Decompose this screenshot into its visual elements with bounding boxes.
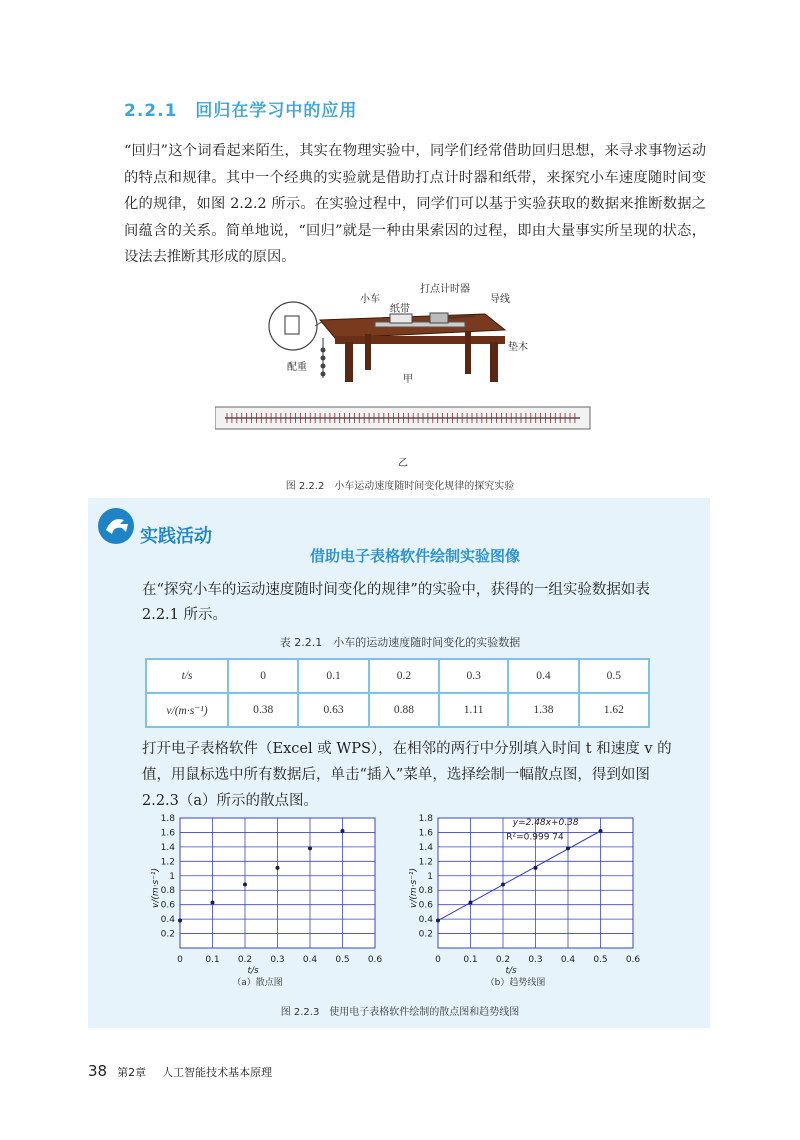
data-point (308, 846, 312, 850)
y-tick-label: 1.6 (418, 828, 433, 839)
row-header-t: t/s (146, 659, 228, 693)
x-tick-label: 0 (435, 955, 441, 965)
y-tick-label: 1.8 (160, 814, 175, 824)
data-table (145, 658, 650, 728)
table-cell: 0.63 (298, 693, 368, 727)
data-point (211, 901, 215, 905)
table-cell: 0.4 (508, 659, 578, 693)
table-cell: 0.1 (298, 659, 368, 693)
label-tape: 纸带 (390, 304, 410, 315)
activity-badge-icon (96, 506, 142, 546)
timer-icon (430, 313, 448, 323)
table-cell: 1.38 (508, 693, 578, 727)
label-wire: 导线 (490, 294, 510, 305)
footer-title: 人工智能技术基本原理 (162, 1066, 273, 1079)
section-number: 2.2.1 (124, 101, 178, 121)
data-point (534, 866, 538, 870)
y-tick-label: 1 (427, 871, 433, 882)
table-cell: 0.38 (228, 693, 298, 727)
trendline-chart (406, 812, 646, 992)
label-timer: 打点计时器 (420, 284, 470, 295)
x-tick-label: 0.2 (237, 955, 253, 965)
y-axis-label: v/(m·s⁻¹) (409, 867, 419, 908)
activity-badge-label: 实践活动 (140, 526, 212, 547)
page-number: 38 (88, 1062, 108, 1080)
activity-paragraph-2 (142, 736, 672, 814)
data-point (276, 866, 280, 870)
y-tick-label: 0.8 (418, 886, 433, 897)
x-tick-label: 0.5 (593, 955, 608, 965)
trendline-r2: R²=0.999 74 (506, 832, 564, 843)
figure-222-caption: 图 2.2.2 小车运动速度随时间变化规律的探究实验 (285, 481, 515, 492)
y-tick-label: 0.2 (418, 929, 433, 940)
cart-icon (390, 314, 412, 323)
data-point (341, 829, 345, 833)
y-tick-label: 0.4 (418, 915, 433, 926)
section-heading: 回归在学习中的应用 (195, 101, 358, 121)
x-tick-label: 0.1 (205, 955, 220, 965)
table-cell: 1.11 (439, 693, 508, 727)
table-leg (490, 342, 498, 382)
table-cell: 0.2 (369, 659, 439, 693)
y-tick-label: 0.8 (160, 886, 175, 897)
pulley-detail-circle (269, 302, 317, 350)
y-tick-label: 1.2 (160, 857, 175, 868)
table-leg (365, 334, 371, 370)
y-tick-label: 0.4 (160, 915, 175, 926)
table-cell: 0.88 (369, 693, 439, 727)
y-tick-label: 1.4 (160, 842, 175, 853)
table-apron (335, 336, 505, 344)
x-axis-label: t/s (247, 966, 259, 976)
label-part-a: 甲 (403, 374, 413, 385)
table-cell: 0.3 (439, 659, 508, 693)
y-tick-label: 0.6 (418, 900, 433, 911)
table-cell: 1.62 (579, 693, 649, 727)
footer-chapter: 第2章 (117, 1066, 147, 1079)
label-weight: 配重 (287, 362, 307, 373)
figure-223-caption: 图 2.2.3 使用电子表格软件绘制的散点图和趋势线图 (280, 1007, 520, 1018)
label-block: 垫木 (508, 342, 528, 353)
x-tick-label: 0.1 (463, 955, 478, 965)
x-tick-label: 0 (177, 955, 183, 965)
x-axis-label: t/s (505, 966, 517, 976)
y-tick-label: 1.6 (160, 828, 175, 839)
row-header-v: v/(m·s⁻¹) (146, 693, 228, 727)
data-point (566, 846, 570, 850)
x-tick-label: 0.4 (560, 955, 576, 965)
intro-paragraph (124, 138, 706, 271)
x-tick-label: 0.6 (367, 955, 383, 965)
data-point (599, 829, 603, 833)
data-point (469, 901, 473, 905)
x-tick-label: 0.3 (270, 955, 285, 965)
y-tick-label: 0.2 (160, 929, 175, 940)
chart-caption: （a）散点图 (232, 978, 283, 988)
data-point (243, 882, 247, 886)
activity-paragraph-1-text: 在“探究小车的运动速度随时间变化的规律”的实验中，获得的一组实验数据如表 2.2.1 所示。 (142, 582, 650, 623)
table-cell: 0 (228, 659, 298, 693)
y-tick-label: 1.8 (418, 814, 433, 824)
scatter-chart (148, 812, 388, 992)
track (375, 322, 465, 327)
label-part-b: 乙 (398, 458, 408, 469)
label-cart: 小车 (360, 294, 380, 305)
y-tick-label: 1 (169, 871, 175, 882)
y-tick-label: 0.6 (160, 900, 175, 911)
x-tick-label: 0.2 (495, 955, 511, 965)
activity-paragraph-1 (142, 578, 662, 628)
table-caption: 表 2.2.1 小车的运动速度随时间变化的实验数据 (279, 636, 521, 649)
activity-paragraph-2-text: 打开电子表格软件（Excel 或 WPS），在相邻的两行中分别填入时间 t 和速度 v 的值，用鼠标选中所有数据后，单击“插入”菜单，选择绘制一幅散点图，得到如图 2.2.3（a）所示的散点图。 (142, 741, 672, 809)
page-footer (88, 1062, 272, 1080)
table-row-v (146, 693, 649, 727)
y-axis-label: v/(m·s⁻¹) (151, 867, 161, 908)
table-leg (345, 342, 353, 382)
chart-caption: （b）趋势线图 (485, 978, 546, 988)
data-point (178, 919, 182, 923)
y-tick-label: 1.4 (418, 842, 433, 853)
experiment-figure (215, 280, 595, 470)
y-tick-label: 1.2 (418, 857, 433, 868)
data-point (436, 919, 440, 923)
section-title (124, 96, 375, 121)
x-tick-label: 0.5 (335, 955, 350, 965)
activity-title: 借助电子表格软件绘制实验图像 (309, 547, 520, 565)
trendline-equation: y=2.48x+0.38 (512, 818, 579, 829)
x-tick-label: 0.6 (625, 955, 641, 965)
table-row-t (146, 659, 649, 693)
table-leg (465, 332, 471, 374)
intro-text: “回归”这个词看起来陌生，其实在物理实验中，同学们经常借助回归思想，来寻求事物运动的特点和规律。其中一个经典的实验就是借助打点计时器和纸带，来探究小车速度随时间变化的规律，如图 2.2.2 所示。在实验过程中，同学们可以基于实验获取的数据来推断数据之间蕴含的关系。简单地说，“回归”就是一种由果索因的过程，即由大量事实所呈现的状态，设法去推断其形成的原因。 (124, 143, 706, 265)
table-cell: 0.5 (579, 659, 649, 693)
x-tick-label: 0.3 (528, 955, 543, 965)
x-tick-label: 0.4 (302, 955, 318, 965)
data-point (501, 882, 505, 886)
